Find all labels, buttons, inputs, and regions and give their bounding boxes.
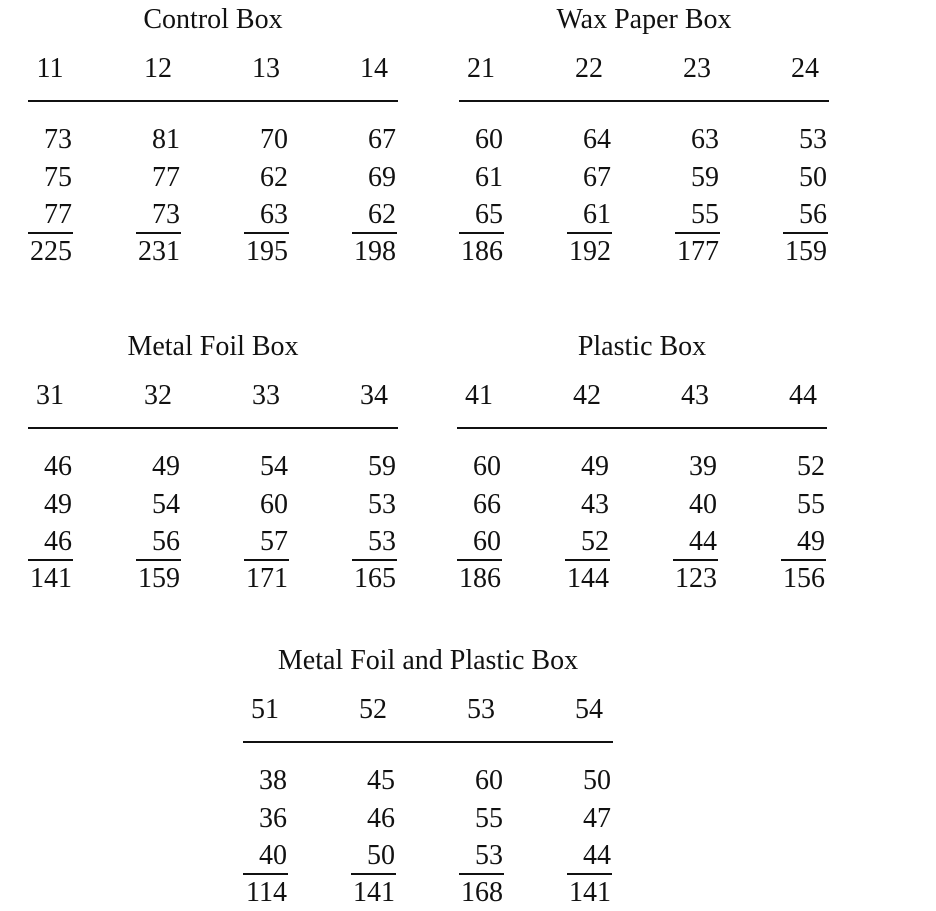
box-number: 13	[252, 53, 280, 84]
table-cell: 49	[581, 451, 609, 482]
column-total: 198	[354, 236, 396, 267]
data-table	[457, 331, 827, 597]
table-cell: 44	[689, 526, 717, 557]
table-cell: 54	[152, 489, 180, 520]
column-total: 231	[138, 236, 180, 267]
total-rule	[459, 873, 504, 875]
column-total: 123	[675, 563, 717, 594]
table-cell: 63	[260, 199, 288, 230]
data-table	[243, 645, 613, 911]
table-cell: 52	[797, 451, 825, 482]
column-total: 225	[30, 236, 72, 267]
table-title: Plastic Box	[577, 331, 707, 362]
column-total: 141	[569, 877, 611, 908]
table-cell: 77	[152, 162, 180, 193]
column-total: 192	[569, 236, 611, 267]
box-number: 32	[144, 380, 172, 411]
box-number: 12	[144, 53, 172, 84]
table-title: Control Box	[143, 4, 283, 35]
table-cell: 60	[475, 765, 503, 796]
total-rule	[244, 559, 289, 561]
table-title: Wax Paper Box	[556, 4, 732, 35]
table-cell: 53	[475, 840, 503, 871]
table-cell: 49	[44, 489, 72, 520]
box-number: 22	[575, 53, 603, 84]
table-cell: 56	[799, 199, 827, 230]
box-number: 33	[252, 380, 280, 411]
table-cell: 50	[583, 765, 611, 796]
box-number: 42	[573, 380, 601, 411]
data-table	[28, 4, 398, 270]
table-cell: 77	[44, 199, 72, 230]
table-cell: 59	[691, 162, 719, 193]
box-number: 52	[359, 694, 387, 725]
table-cell: 46	[44, 526, 72, 557]
table-cell: 40	[259, 840, 287, 871]
table-cell: 66	[473, 489, 501, 520]
header-rule	[28, 100, 398, 102]
total-rule	[352, 559, 397, 561]
table-cell: 61	[475, 162, 503, 193]
column-total: 141	[30, 563, 72, 594]
total-rule	[136, 559, 181, 561]
table-cell: 49	[152, 451, 180, 482]
box-number: 53	[467, 694, 495, 725]
total-rule	[781, 559, 826, 561]
total-rule	[457, 559, 502, 561]
total-rule	[565, 559, 610, 561]
table-title: Metal Foil Box	[127, 331, 299, 362]
table-cell: 53	[799, 124, 827, 155]
table-cell: 53	[368, 489, 396, 520]
column-total: 177	[677, 236, 719, 267]
table-cell: 36	[259, 803, 287, 834]
box-number: 54	[575, 694, 603, 725]
column-total: 144	[567, 563, 609, 594]
total-rule	[136, 232, 181, 234]
table-cell: 46	[367, 803, 395, 834]
column-total: 159	[138, 563, 180, 594]
column-total: 165	[354, 563, 396, 594]
box-number: 23	[683, 53, 711, 84]
column-total: 156	[783, 563, 825, 594]
table-cell: 65	[475, 199, 503, 230]
column-total: 195	[246, 236, 288, 267]
column-total: 141	[353, 877, 395, 908]
box-number: 24	[791, 53, 819, 84]
table-title: Metal Foil and Plastic Box	[277, 645, 579, 676]
column-total: 171	[246, 563, 288, 594]
box-number: 43	[681, 380, 709, 411]
table-cell: 59	[368, 451, 396, 482]
box-number: 51	[251, 694, 279, 725]
total-rule	[459, 232, 504, 234]
table-cell: 40	[689, 489, 717, 520]
table-cell: 61	[583, 199, 611, 230]
table-cell: 60	[473, 526, 501, 557]
table-cell: 56	[152, 526, 180, 557]
header-rule	[459, 100, 829, 102]
table-cell: 67	[583, 162, 611, 193]
table-cell: 50	[799, 162, 827, 193]
table-cell: 64	[583, 124, 611, 155]
table-cell: 39	[689, 451, 717, 482]
column-total: 114	[246, 877, 287, 908]
column-total: 186	[461, 236, 503, 267]
column-total: 168	[461, 877, 503, 908]
total-rule	[567, 232, 612, 234]
table-cell: 75	[44, 162, 72, 193]
box-number: 44	[789, 380, 817, 411]
total-rule	[675, 232, 720, 234]
header-rule	[28, 427, 398, 429]
table-cell: 52	[581, 526, 609, 557]
table-cell: 73	[152, 199, 180, 230]
box-number: 34	[360, 380, 388, 411]
total-rule	[783, 232, 828, 234]
table-cell: 60	[475, 124, 503, 155]
table-cell: 55	[475, 803, 503, 834]
column-total: 159	[785, 236, 827, 267]
table-cell: 81	[152, 124, 180, 155]
table-cell: 44	[583, 840, 611, 871]
table-cell: 43	[581, 489, 609, 520]
table-cell: 46	[44, 451, 72, 482]
table-cell: 55	[691, 199, 719, 230]
table-cell: 49	[797, 526, 825, 557]
box-number: 31	[36, 380, 64, 411]
total-rule	[567, 873, 612, 875]
table-cell: 60	[473, 451, 501, 482]
table-cell: 47	[583, 803, 611, 834]
table-cell: 38	[259, 765, 287, 796]
table-cell: 63	[691, 124, 719, 155]
table-cell: 62	[368, 199, 396, 230]
table-cell: 57	[260, 526, 288, 557]
data-table	[28, 331, 398, 597]
table-cell: 53	[368, 526, 396, 557]
table-cell: 67	[368, 124, 396, 155]
total-rule	[243, 873, 288, 875]
table-cell: 60	[260, 489, 288, 520]
box-number: 21	[467, 53, 495, 84]
total-rule	[351, 873, 396, 875]
header-rule	[457, 427, 827, 429]
column-total: 186	[459, 563, 501, 594]
table-cell: 62	[260, 162, 288, 193]
table-cell: 73	[44, 124, 72, 155]
total-rule	[28, 559, 73, 561]
table-cell: 69	[368, 162, 396, 193]
total-rule	[28, 232, 73, 234]
data-table	[459, 4, 829, 270]
box-number: 11	[36, 53, 64, 84]
table-cell: 45	[367, 765, 395, 796]
header-rule	[243, 741, 613, 743]
table-cell: 50	[367, 840, 395, 871]
box-number: 41	[465, 380, 493, 411]
table-cell: 55	[797, 489, 825, 520]
box-number: 14	[360, 53, 388, 84]
total-rule	[673, 559, 718, 561]
total-rule	[352, 232, 397, 234]
table-cell: 54	[260, 451, 288, 482]
table-cell: 70	[260, 124, 288, 155]
total-rule	[244, 232, 289, 234]
